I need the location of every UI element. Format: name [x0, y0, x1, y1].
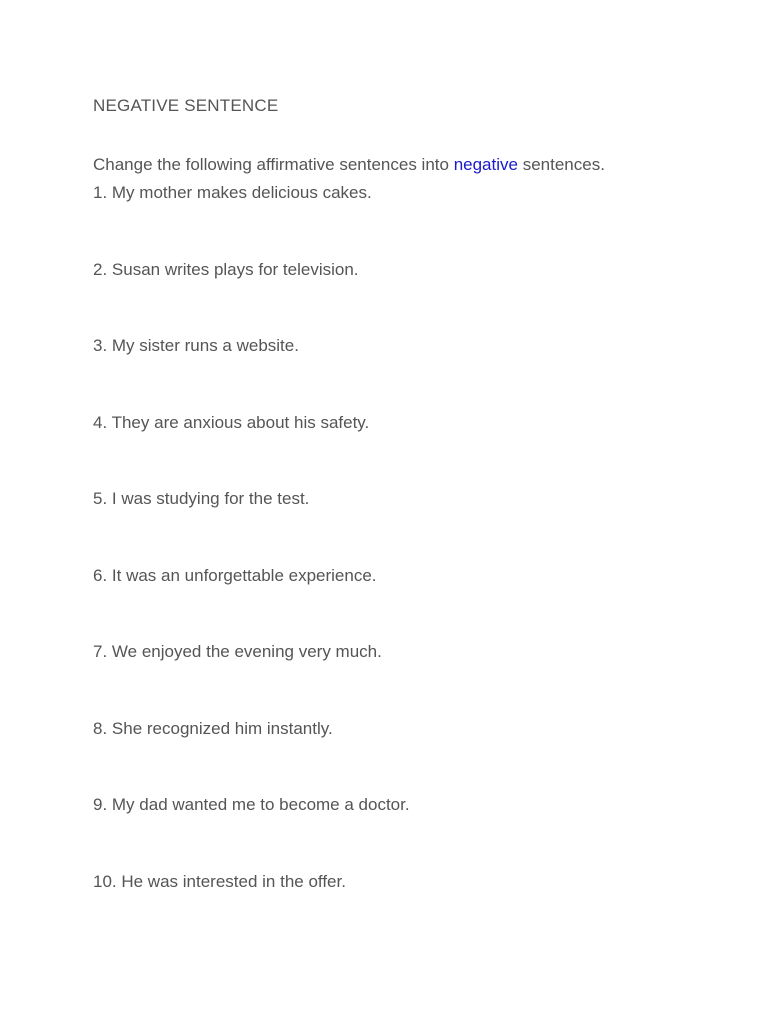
exercise-item-3: 3. My sister runs a website. [93, 336, 299, 355]
document-title: NEGATIVE SENTENCE [93, 96, 279, 115]
instruction-highlight-word: negative [453, 155, 518, 174]
exercise-item-1: 1. My mother makes delicious cakes. [93, 183, 372, 202]
exercise-item-10: 10. He was interested in the offer. [93, 871, 346, 891]
exercise-item-9: 9. My dad wanted me to become a doctor. [93, 795, 410, 814]
instruction-text [93, 154, 605, 176]
exercise-item-7: 7. We enjoyed the evening very much. [93, 642, 382, 661]
exercise-item-2: 2. Susan writes plays for television. [93, 259, 359, 279]
exercise-item-5: 5. I was studying for the test. [93, 489, 310, 508]
exercise-list [93, 182, 410, 947]
exercise-item-8: 8. She recognized him instantly. [93, 718, 333, 738]
instruction-before: Change the following affirmative sentences into [93, 155, 454, 174]
exercise-item-6: 6. It was an unforgettable experience. [93, 565, 377, 585]
exercise-item-4: 4. They are anxious about his safety. [93, 412, 370, 432]
instruction-after: sentences. [517, 155, 605, 174]
